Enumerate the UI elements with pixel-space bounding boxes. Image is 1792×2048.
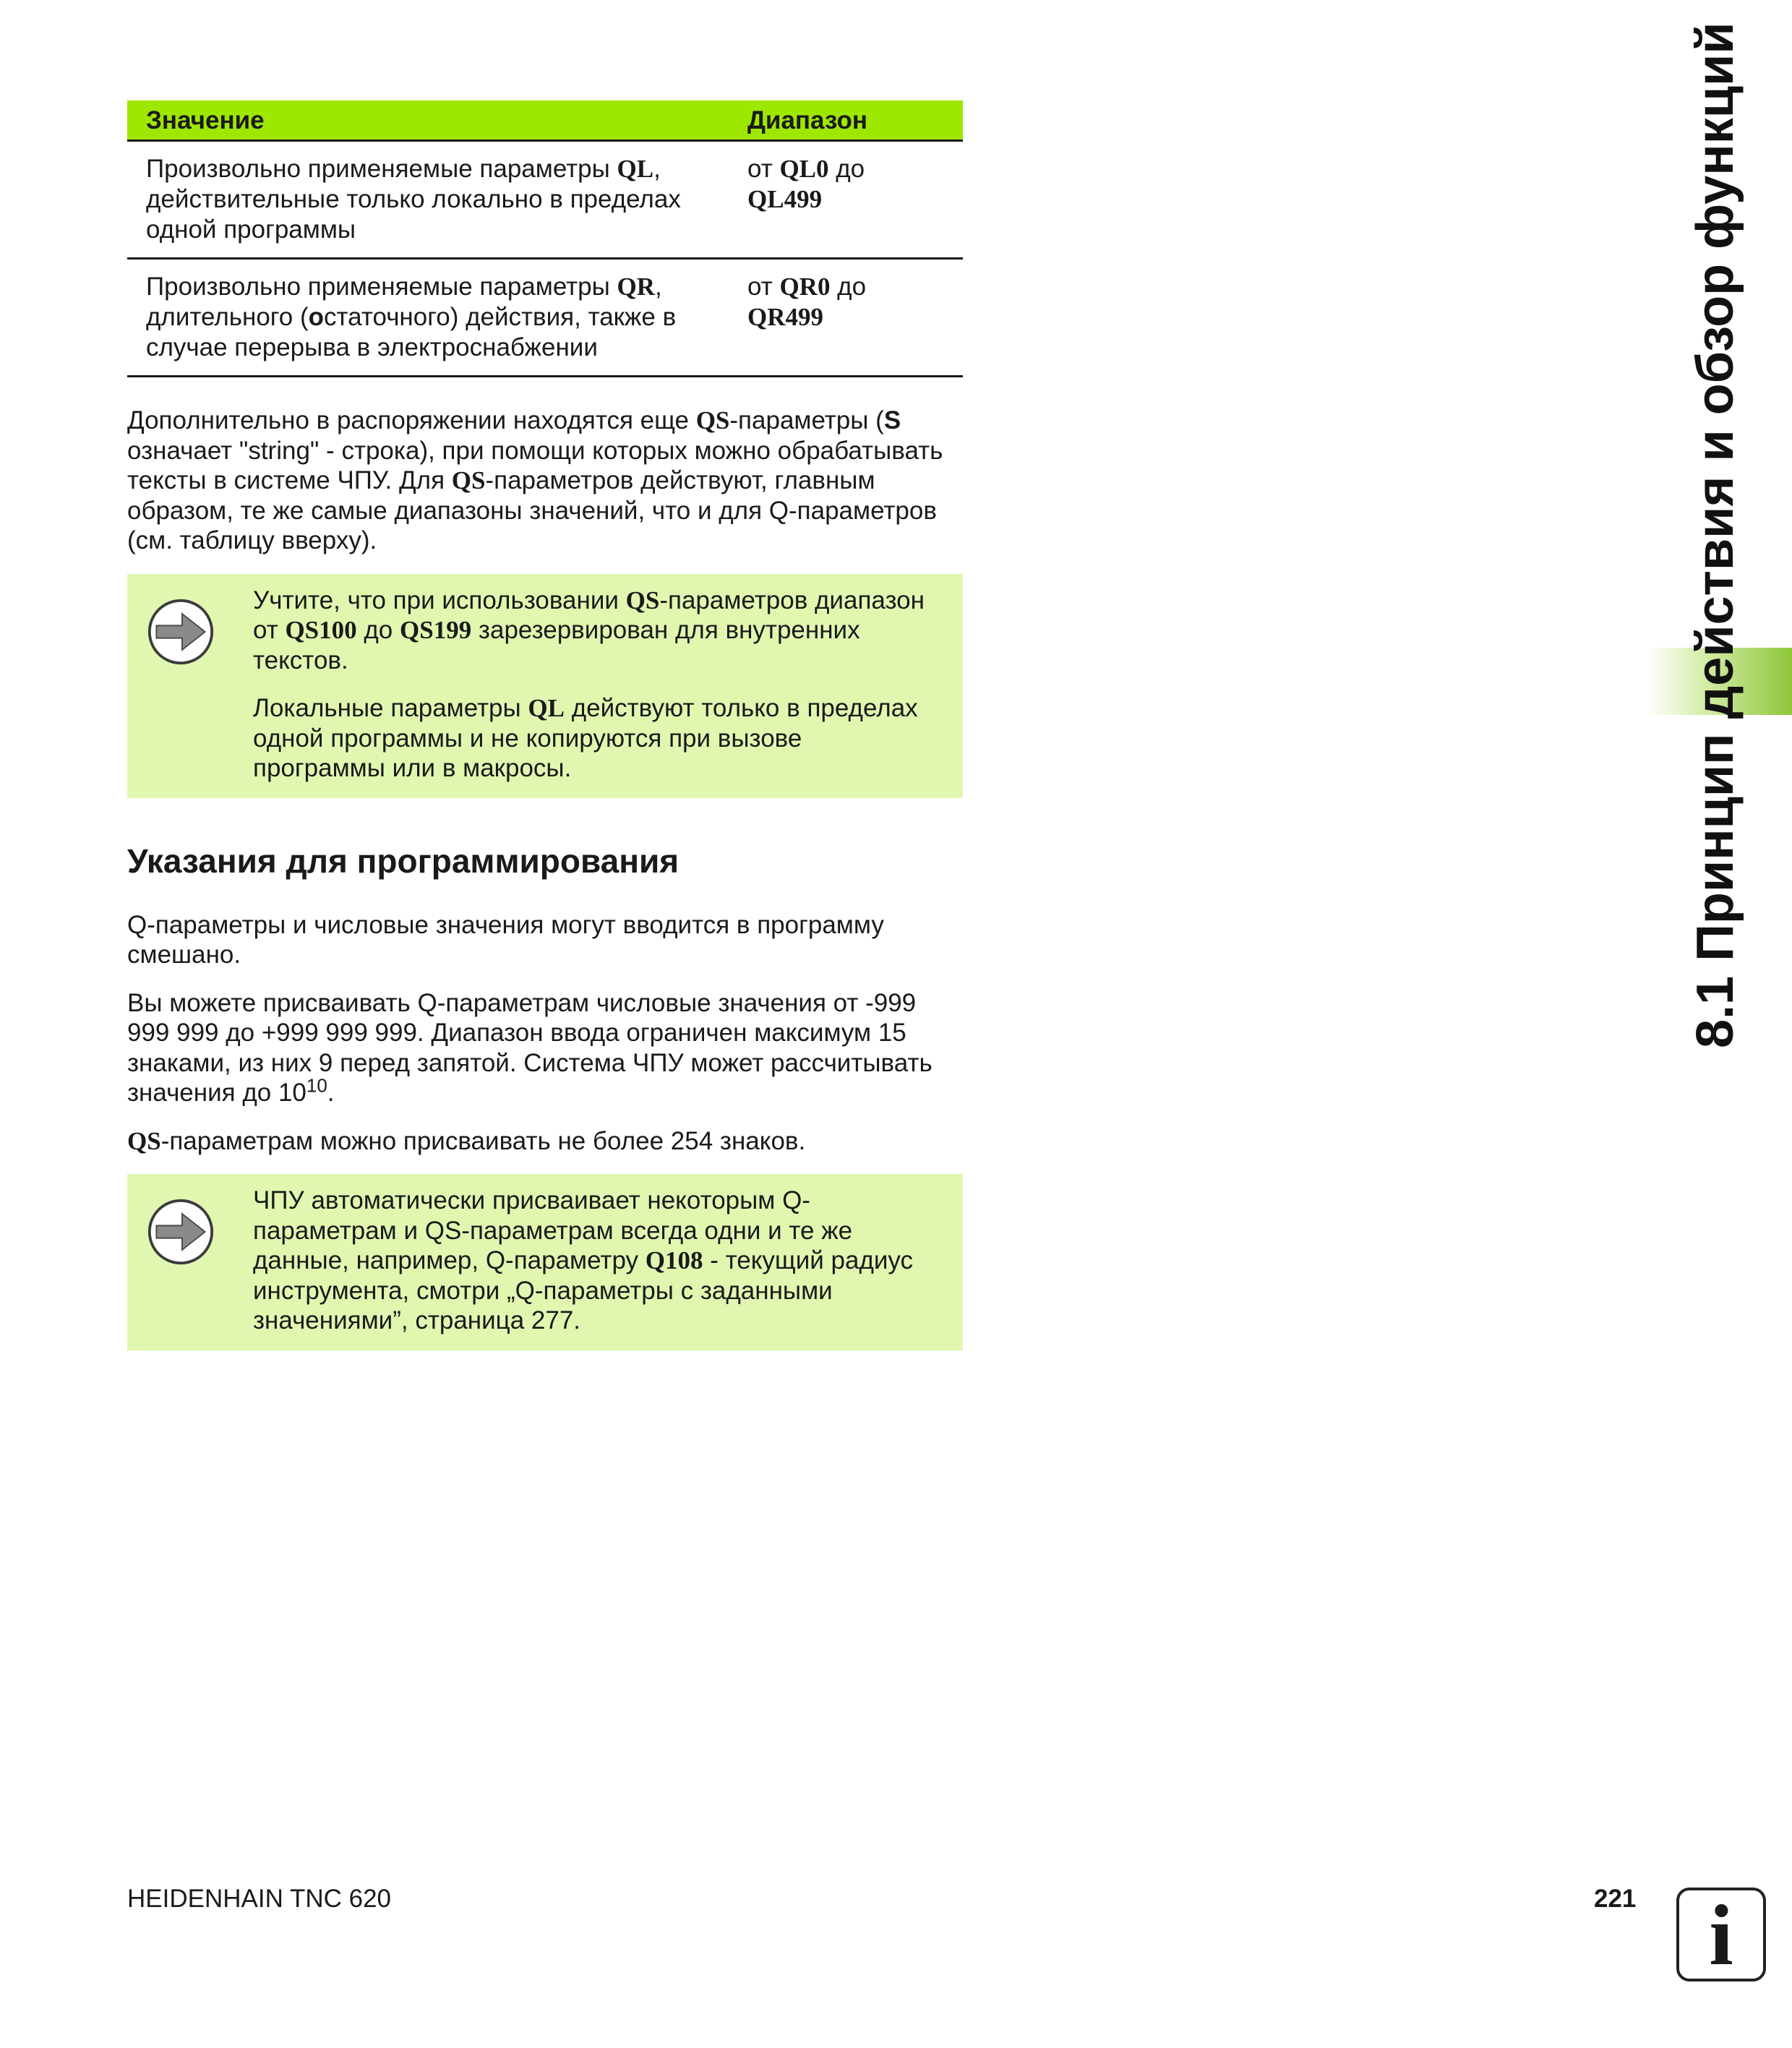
chapter-side-title: 8.1 Принцип действия и обзор функций <box>1686 22 1744 1048</box>
text: означает "string" - строка), при помощи которых можно обрабатывать тексты в системе ЧПУ. Для <box>127 436 943 494</box>
cell-text: от <box>747 273 780 301</box>
param-code: QS <box>451 466 486 494</box>
qs-parameters-paragraph <box>127 406 963 556</box>
param-code: QS199 <box>400 616 472 644</box>
cell-text: статочного) действия, также в случае перерыва в электроснабжении <box>146 303 677 361</box>
superscript: 10 <box>306 1074 327 1097</box>
table-cell-range <box>729 259 963 377</box>
param-code: QL0 <box>779 155 829 183</box>
note-paragraph <box>253 693 937 784</box>
info-icon <box>1676 1888 1766 1981</box>
param-code: QS <box>127 1126 161 1155</box>
bold-letter: о <box>308 303 325 331</box>
table-header-value: Значение <box>127 100 729 141</box>
text: -параметры ( <box>729 406 884 434</box>
cell-text: от <box>747 155 780 183</box>
note-paragraph <box>253 586 937 676</box>
table-cell-value <box>127 259 729 377</box>
param-code: QS <box>625 586 660 614</box>
text: действуют только в пределах одной программы и не копируются при вызове программы или в макросы. <box>253 694 918 782</box>
param-code: Q108 <box>645 1246 703 1274</box>
table-cell-value <box>127 141 729 259</box>
text: Учтите, что при использовании <box>253 586 626 614</box>
body-paragraph <box>127 988 963 1108</box>
table-row <box>127 141 963 259</box>
cell-text: Произвольно применяемые параметры <box>146 155 617 183</box>
parameter-range-table <box>127 100 963 377</box>
text: . <box>327 1079 335 1107</box>
param-code: QL499 <box>747 185 823 213</box>
param-code: QL <box>617 155 654 183</box>
cell-text: до <box>828 155 865 183</box>
body-paragraph <box>127 1126 963 1157</box>
table-row <box>127 259 963 377</box>
param-code: QL <box>528 694 565 722</box>
param-code: QS <box>695 406 730 434</box>
body-paragraph: Q-параметры и числовые значения могут вводится в программу смешано. <box>127 910 884 969</box>
param-code: QR <box>617 273 655 301</box>
cell-text: , длительного ( <box>146 273 662 331</box>
text: -параметров действуют, главным образом, те же самые диапазоны значений, что и для Q-параметров (см. таблицу вверху). <box>127 466 937 554</box>
text: до <box>356 616 400 644</box>
footer-product: HEIDENHAIN TNC 620 <box>127 1885 392 1913</box>
text: ЧПУ автоматически присваивает некоторым Q-параметрам и QS-параметрам всегда одни и те же данные, например, Q-параметру <box>253 1186 853 1274</box>
arrow-right-icon <box>146 597 215 667</box>
text: -параметрам можно присваивать не более 254 знаков. <box>160 1126 806 1155</box>
table-cell-range <box>729 141 963 259</box>
text: Локальные параметры <box>253 694 528 722</box>
note-box <box>127 574 963 798</box>
text: - текущий радиус инструмента, смотри „Q-параметры с заданными значениями”, страница 277. <box>253 1246 914 1334</box>
param-code: QR499 <box>747 303 823 331</box>
cell-text: Произвольно применяемые параметры <box>146 273 617 301</box>
text: зарезервирован для внутренних текстов. <box>253 616 860 674</box>
bold-letter: S <box>883 406 901 434</box>
cell-text: до <box>830 273 867 301</box>
text: Вы можете присваивать Q-параметрам числовые значения от -999 999 999 до +999 999 999. Диапазон ввода ограничен максимум 15 знаками, из них 9 перед запятой. Система ЧПУ может рассчитывать значения до 10 <box>127 988 933 1107</box>
table-header-range: Диапазон <box>729 100 963 141</box>
param-code: QR0 <box>779 273 831 301</box>
cell-text: , действительные только локально в пределах одной программы <box>146 155 681 244</box>
section-heading: Указания для программирования <box>127 841 679 880</box>
param-code: QS100 <box>285 616 357 644</box>
note-paragraph <box>253 1186 937 1336</box>
text: Дополнительно в распоряжении находятся еще <box>127 406 696 434</box>
arrow-right-icon <box>146 1197 215 1267</box>
text: -параметров диапазон от <box>253 586 925 644</box>
page-number: 221 <box>1594 1885 1637 1913</box>
note-box <box>127 1174 963 1350</box>
info-glyph: i <box>1709 1887 1733 1983</box>
table-header-row <box>127 100 963 141</box>
page-content <box>127 100 963 1350</box>
